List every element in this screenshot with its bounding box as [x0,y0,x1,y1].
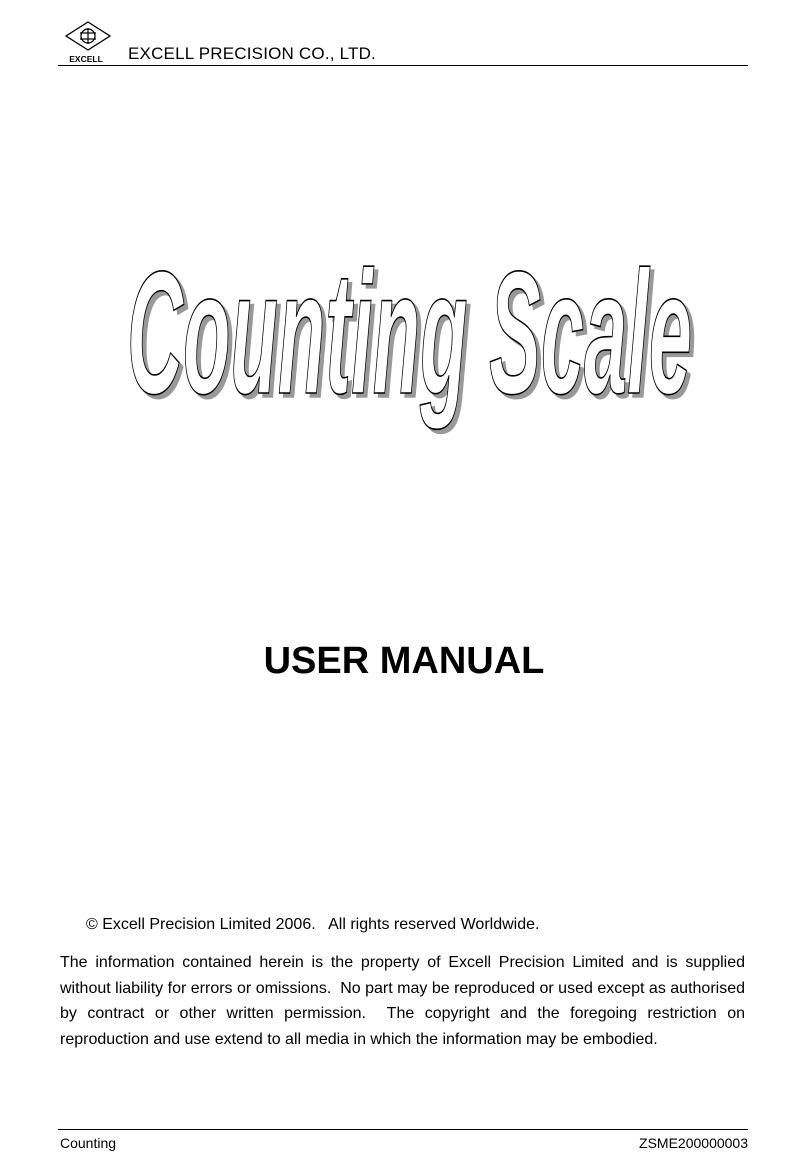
disclaimer-paragraph: The information contained herein is the property of Excell Precision Limited and is supplied without liability for errors or omissions. No part may be reproduced or used except as authorised by contract or other written permission. The copyright and the foregoing restriction on reproduction and use extend to all media in which the information may be embodied. [60,954,750,1048]
footer-document-number: ZSME200000003 [639,1135,748,1151]
subtitle: USER MANUAL [263,640,545,682]
footer-rule [58,1129,748,1130]
logo-text: EXCELL [69,54,103,64]
document-title [110,225,710,435]
header-rule [58,65,748,66]
excell-logo [58,20,118,65]
title-text: Counting Scale [127,236,692,431]
copyright-notice: © Excell Precision Limited 2006. All rights reserved Worldwide. [86,916,540,933]
footer-left: Counting [60,1135,117,1151]
company-name: EXCELL PRECISION CO., LTD. [128,44,376,63]
